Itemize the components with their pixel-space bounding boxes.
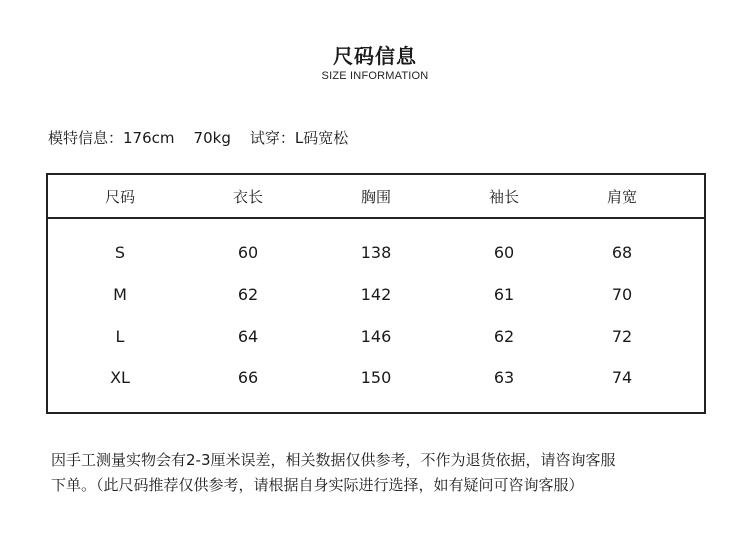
table-cell-chest: 146 [360, 327, 392, 346]
table-cell-length: 60 [237, 243, 259, 262]
column-header-shoulder: 肩宽 [606, 188, 637, 206]
column-header-length: 衣长 [232, 188, 263, 206]
table-cell-size: M [113, 285, 127, 304]
model-info: 模特信息：176cm 70kg 试穿：L码宽松 [48, 129, 349, 147]
table-cell-sleeve: 62 [493, 327, 515, 346]
table-cell-sleeve: 61 [493, 285, 515, 304]
table-cell-shoulder: 68 [611, 243, 633, 262]
note-line: 因手工测量实物会有2-3厘米误差，相关数据仅供参考，不作为退货依据，请咨询客服 [51, 451, 616, 469]
table-cell-sleeve: 60 [493, 243, 515, 262]
column-header-chest: 胸围 [360, 188, 391, 206]
table-cell-chest: 142 [360, 285, 392, 304]
table-cell-shoulder: 70 [611, 285, 633, 304]
table-cell-chest: 138 [360, 243, 392, 262]
table-cell-chest: 150 [360, 368, 392, 387]
table-cell-size: XL [110, 368, 130, 387]
column-header-size: 尺码 [104, 188, 135, 206]
note-line: 下单。（此尺码推荐仅供参考，请根据自身实际进行选择，如有疑问可咨询客服） [51, 476, 584, 494]
measurement-note [51, 448, 711, 498]
table-cell-length: 62 [237, 285, 259, 304]
table-cell-size: S [114, 243, 126, 262]
table-cell-sleeve: 63 [493, 368, 515, 387]
table-cell-size: L [115, 327, 125, 346]
table-cell-shoulder: 74 [611, 368, 633, 387]
table-cell-length: 64 [237, 327, 259, 346]
size-table [46, 173, 706, 414]
table-cell-shoulder: 72 [611, 327, 633, 346]
page-subtitle: SIZE INFORMATION [321, 70, 429, 82]
column-header-sleeve: 袖长 [488, 188, 519, 206]
header-divider [48, 217, 704, 219]
page-title: 尺码信息 [333, 44, 417, 68]
table-cell-length: 66 [237, 368, 259, 387]
